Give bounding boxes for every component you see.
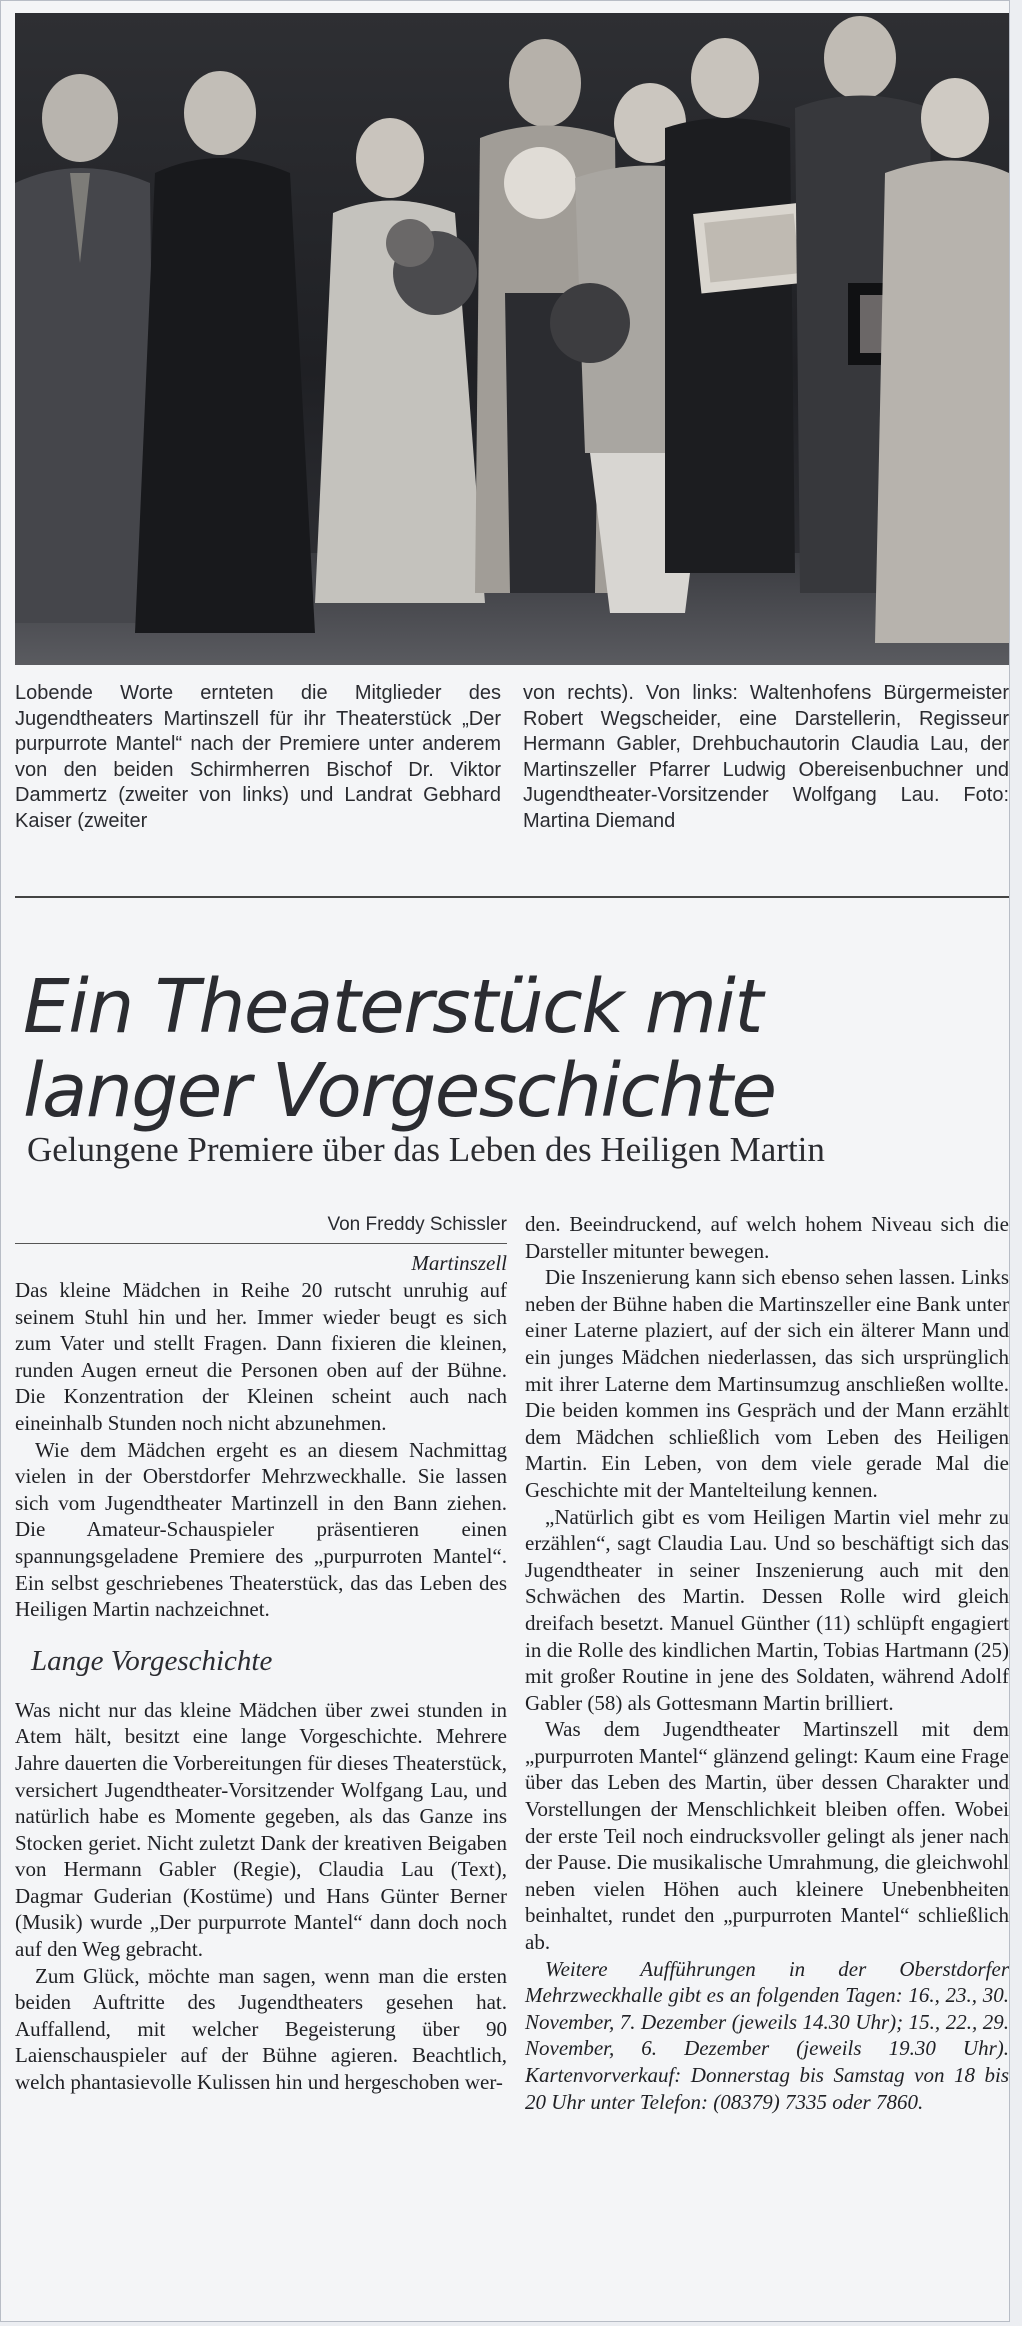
paragraph: Zum Glück, möchte man sagen, wenn man die ersten beiden Auftritte des Jugendtheaters gesehen hat. Auffallend, mit welcher Begeisterung über 90 Laienschauspieler auf der Bühne agieren. Beachtlich, welch phantasievolle Kulissen hin und hergeschoben wer-	[15, 1963, 507, 2095]
article-column-right	[525, 1211, 1009, 2115]
paragraph: den. Beeindruckend, auf welch hohem Niveau sich die Darsteller mitunter bewegen.	[525, 1212, 1009, 1263]
paragraph: Die Inszenierung kann sich ebenso sehen lassen. Links neben der Bühne haben die Martinszeller eine Bank unter einer Laterne plaziert, auf der sich ein älterer Mann und ein junges Mädchen niederlassen, das sich ursprünglich mit ihrer Laterne dem Martinsumzug anschließen wollte. Die beiden kommen ins Gespräch und der Mann erzählt dem Mädchen schließlich vom Leben des Heiligen Martin. Ein Leben, von dem viele gerade Mal die Geschichte mit der Mantelteilung kennen.	[525, 1265, 1009, 1502]
group-photo	[15, 13, 1009, 665]
article-column-left	[15, 1211, 507, 2096]
byline: Von Freddy Schissler	[327, 1214, 507, 1235]
subheadline: Gelungene Premiere über das Leben des Heiligen Martin	[27, 1130, 825, 1169]
paragraph: Das kleine Mädchen in Reihe 20 rutscht unruhig auf seinem Stuhl hin und her. Immer wieder beugt es sich zum Vater und stellt Fragen. Dann fixieren die kleinen, runden Augen erneut die Personen oben auf der Bühne. Die Konzentration der Kleinen scheint auch nach eineinhalb Stunden noch nicht abzunehmen.	[15, 1278, 507, 1435]
headline: Ein Theaterstück mit langer Vorgeschichte	[23, 963, 776, 1134]
section-subtitle: Lange Vorgeschichte	[31, 1644, 273, 1677]
person-priest	[665, 38, 811, 573]
dateline: Martinszell	[411, 1251, 507, 1275]
photo-caption	[15, 681, 1009, 834]
caption-col-1: Lobende Worte ernteten die Mitglieder des Jugendtheaters Martinszell für ihr Theaterstück „Der purpurrote Mantel“ nach der Premiere unter anderem von den beiden Schirmherren Bischof Dr. Viktor Dammertz (zweiter von links) und Landrat Gebhard Kaiser (zweiter	[15, 682, 501, 832]
section-rule	[15, 896, 1009, 898]
person-actress	[315, 118, 485, 603]
person-mayor	[15, 74, 155, 623]
person-bishop	[135, 71, 315, 633]
paragraph: Was dem Jugendtheater Martinszell mit dem „purpurroten Mantel“ glänzend gelingt: Kaum eine Frage über das Leben des Martin, über dessen Charakter und Vorstellungen der Menschlichkeit bleiben offen. Wobei der erste Teil noch eindrucksvoller gelingt als jener nach der Pause. Die musikalische Umrahmung, die gleichwohl neben vielen Höhen auch kleinere Unebenbheiten beinhaltet, rundet den „purpurroten Mantel“ schließlich ab.	[525, 1717, 1009, 1955]
paragraph: Was nicht nur das kleine Mädchen über zwei stunden in Atem hält, besitzt eine lange Vorgeschichte. Mehrere Jahre dauerten die Vorbereitungen für dieses Theaterstück, versichert Jugendtheater-Vorsitzender Wolfgang Lau, und natürlich habe es Momente gegeben, als das Ganze ins Stocken geriet. Nicht zuletzt Dank der kreativen Beigaben von Hermann Gabler (Regie), Claudia Lau (Text), Dagmar Guderian (Kostüme) und Hans Günter Berner (Musik) wurde „Der purpurrote Mantel“ dann doch noch auf den Weg gebracht.	[15, 1697, 507, 1962]
byline-row	[15, 1211, 507, 1244]
caption-col-2: von rechts). Von links: Waltenhofens Bürgermeister Robert Wegscheider, eine Darstellerin, Regisseur Hermann Gabler, Drehbuchautorin Claudia Lau, der Martinszeller Pfarrer Ludwig Obereisenbuchner und Jugendtheater-Vorsitzender Wolfgang Lau. Foto: Martina Diemand	[523, 682, 1009, 832]
paragraph: „Natürlich gibt es vom Heiligen Martin viel mehr zu erzählen“, sagt Claudia Lau. Und so beschäftigt sich das Jugendtheater in seiner Inszenierung auch mit den Schwächen des Martin. Dessen Rolle wird gleich dreifach besetzt. Manuel Günther (11) schlüpft engagiert in die Rolle des kindlichen Martin, Tobias Hartmann (25) mit großer Routine in jene des Soldaten, während Adolf Gabler (58) als Gottesmann Martin brilliert.	[525, 1504, 1009, 1715]
paragraph: Wie dem Mädchen ergeht es an diesem Nachmittag vielen in der Oberstdorfer Mehrzweckhalle. Sie lassen sich vom Jugendtheater Martinzell in den Bann ziehen. Die Amateur-Schauspieler präsentieren einen spannungsgeladene Premiere des „purpurroten Mantel“. Ein selbst geschriebenes Theaterstück, das das Leben des Heiligen Martin nachzeichnet.	[15, 1437, 507, 1622]
group-photo-illustration	[15, 13, 1009, 665]
performance-dates: Weitere Aufführungen in der Oberstdorfer Mehrzweckhalle gibt es an folgenden Tagen: 16., 23., 30. November, 7. Dezember (jeweils 14.30 Uhr); 15., 22., 29. November, 6. Dezember (jeweils 19.30 Uhr). Kartenvorverkauf: Donnerstag bis Samstag von 18 bis 20 Uhr unter Telefon: (08379) 7335 oder 7860.	[525, 1956, 1009, 2114]
